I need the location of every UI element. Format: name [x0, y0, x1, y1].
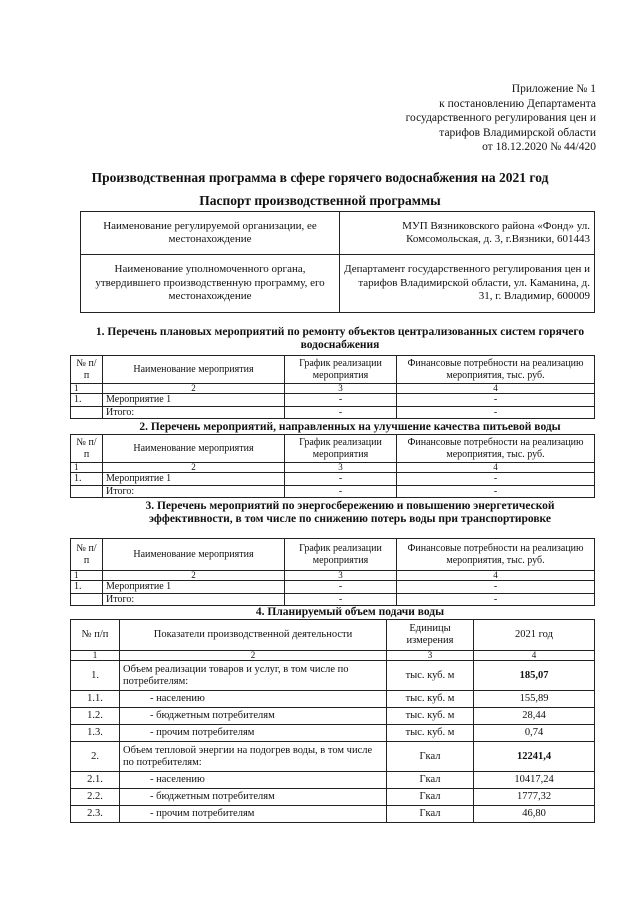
col-index: 1	[71, 571, 103, 581]
col-index: 3	[285, 571, 397, 581]
t4-row-name: - населению	[120, 691, 387, 708]
t4-row-value: 12241,4	[474, 742, 595, 772]
t4-row-unit: тыс. куб. м	[387, 661, 474, 691]
document-subtitle: Паспорт производственной программы	[199, 193, 441, 208]
t4-header-unit: Единицы измерения	[387, 620, 474, 651]
header-num: № п/п	[71, 539, 103, 571]
document-title: Производственная программа в сфере горячего водоснабжения на 2021 год	[91, 170, 549, 185]
t4-header-num: № п/п	[71, 620, 120, 651]
t4-row-unit: тыс. куб. м	[387, 708, 474, 725]
section-1-heading: 1. Перечень плановых мероприятий по ремонту объектов централизованных систем горячего водоснабжения	[95, 326, 585, 351]
row-schedule: -	[285, 581, 397, 594]
total-finance: -	[397, 593, 595, 606]
t4-row-num: 2.	[71, 742, 120, 772]
appendix-line: тарифов Владимирской области	[439, 126, 596, 139]
section-1-table	[70, 355, 595, 419]
table-row	[71, 708, 595, 725]
t4-row-unit: Гкал	[387, 806, 474, 823]
header-schedule: График реализации мероприятия	[285, 356, 397, 384]
t4-row-value: 155,89	[474, 691, 595, 708]
t4-row-name: - бюджетным потребителям	[120, 789, 387, 806]
t4-row-name: Объем реализации товаров и услуг, в том числе по потребителям:	[120, 661, 387, 691]
table-row	[71, 661, 595, 691]
row-finance: -	[397, 581, 595, 594]
col-index: 4	[397, 463, 595, 473]
col-index: 2	[103, 463, 285, 473]
section-2-table	[70, 434, 595, 498]
total-finance: -	[397, 485, 595, 498]
t4-row-name: - бюджетным потребителям	[120, 708, 387, 725]
header-schedule: График реализации мероприятия	[285, 435, 397, 463]
t4-row-num: 1.	[71, 661, 120, 691]
t4-row-value: 0,74	[474, 725, 595, 742]
t4-row-num: 2.1.	[71, 772, 120, 789]
total-label: Итого:	[103, 406, 285, 419]
total-schedule: -	[285, 593, 397, 606]
col-index: 1	[71, 384, 103, 394]
row-schedule: -	[285, 473, 397, 486]
t4-row-name: - прочим потребителям	[120, 725, 387, 742]
header-name: Наименование мероприятия	[103, 539, 285, 571]
t4-row-unit: Гкал	[387, 772, 474, 789]
passport-table	[80, 211, 595, 313]
col-index: 2	[103, 384, 285, 394]
col-index: 4	[474, 651, 595, 661]
row-schedule: -	[285, 394, 397, 407]
col-index: 1	[71, 463, 103, 473]
row-finance: -	[397, 473, 595, 486]
row-name: Мероприятие 1	[103, 473, 285, 486]
row-num: 1.	[71, 581, 103, 594]
passport-org-value: МУП Вязниковского района «Фонд» ул. Комсомольская, д. 3, г.Вязники, 601443	[340, 212, 595, 255]
total-label: Итого:	[103, 593, 285, 606]
section-4-heading: 4. Планируемый объем подачи воды	[255, 606, 445, 618]
t4-header-year: 2021 год	[474, 620, 595, 651]
section-4-table	[70, 619, 595, 823]
table-row	[71, 806, 595, 823]
appendix-line: Приложение № 1	[511, 83, 596, 95]
total-schedule: -	[285, 485, 397, 498]
table-row	[71, 789, 595, 806]
t4-row-num: 2.2.	[71, 789, 120, 806]
section-2-heading: 2. Перечень мероприятий, направленных на улучшение качества питьевой воды	[139, 421, 561, 433]
col-index: 1	[71, 651, 120, 661]
header-finance: Финансовые потребности на реализацию мероприятия, тыс. руб.	[397, 356, 595, 384]
t4-row-unit: тыс. куб. м	[387, 691, 474, 708]
col-index: 4	[397, 571, 595, 581]
row-finance: -	[397, 394, 595, 407]
header-num: № п/п	[71, 356, 103, 384]
table-row	[71, 725, 595, 742]
section-3-heading: 3. Перечень мероприятий по энергосбережению и повышению энергетической эффективности, в том числе по снижению потерь воды при транспортировке	[145, 500, 555, 525]
t4-row-value: 28,44	[474, 708, 595, 725]
header-name: Наименование мероприятия	[103, 356, 285, 384]
t4-row-name: Объем тепловой энергии на подогрев воды, в том числе по потребителям:	[120, 742, 387, 772]
passport-authority-value: Департамент государственного регулирования цен и тарифов Владимирской области, ул. Каманина, д. 31, г. Владимир, 600009	[340, 255, 595, 313]
t4-row-name: - прочим потребителям	[120, 806, 387, 823]
table-row	[71, 691, 595, 708]
section-3-table	[70, 538, 595, 606]
t4-row-value: 10417,24	[474, 772, 595, 789]
t4-header-indicator: Показатели производственной деятельности	[120, 620, 387, 651]
table-row	[71, 772, 595, 789]
appendix-line: к постановлению Департамента	[439, 97, 596, 110]
table-row	[71, 742, 595, 772]
col-index: 3	[285, 384, 397, 394]
header-num: № п/п	[71, 435, 103, 463]
t4-row-value: 185,07	[474, 661, 595, 691]
t4-row-num: 1.3.	[71, 725, 120, 742]
col-index: 2	[103, 571, 285, 581]
total-label: Итого:	[103, 485, 285, 498]
total-schedule: -	[285, 406, 397, 419]
col-index: 3	[285, 463, 397, 473]
row-num: 1.	[71, 394, 103, 407]
t4-row-num: 2.3.	[71, 806, 120, 823]
col-index: 2	[120, 651, 387, 661]
t4-row-unit: Гкал	[387, 742, 474, 772]
t4-row-unit: Гкал	[387, 789, 474, 806]
col-index: 4	[397, 384, 595, 394]
header-schedule: График реализации мероприятия	[285, 539, 397, 571]
t4-row-value: 46,80	[474, 806, 595, 823]
appendix-block	[336, 82, 596, 155]
t4-row-name: - населению	[120, 772, 387, 789]
passport-org-label: Наименование регулируемой организации, ее местонахождение	[81, 212, 340, 255]
row-num: 1.	[71, 473, 103, 486]
t4-row-unit: тыс. куб. м	[387, 725, 474, 742]
col-index: 3	[387, 651, 474, 661]
t4-row-num: 1.1.	[71, 691, 120, 708]
row-name: Мероприятие 1	[103, 581, 285, 594]
passport-authority-label: Наименование уполномоченного органа, утвердившего производственную программу, его местонахождение	[81, 255, 340, 313]
appendix-line: от 18.12.2020 № 44/420	[482, 141, 596, 154]
appendix-line: государственного регулирования цен и	[405, 112, 596, 125]
row-name: Мероприятие 1	[103, 394, 285, 407]
total-finance: -	[397, 406, 595, 419]
header-finance: Финансовые потребности на реализацию мероприятия, тыс. руб.	[397, 539, 595, 571]
t4-row-num: 1.2.	[71, 708, 120, 725]
header-name: Наименование мероприятия	[103, 435, 285, 463]
t4-row-value: 1777,32	[474, 789, 595, 806]
header-finance: Финансовые потребности на реализацию мероприятия, тыс. руб.	[397, 435, 595, 463]
